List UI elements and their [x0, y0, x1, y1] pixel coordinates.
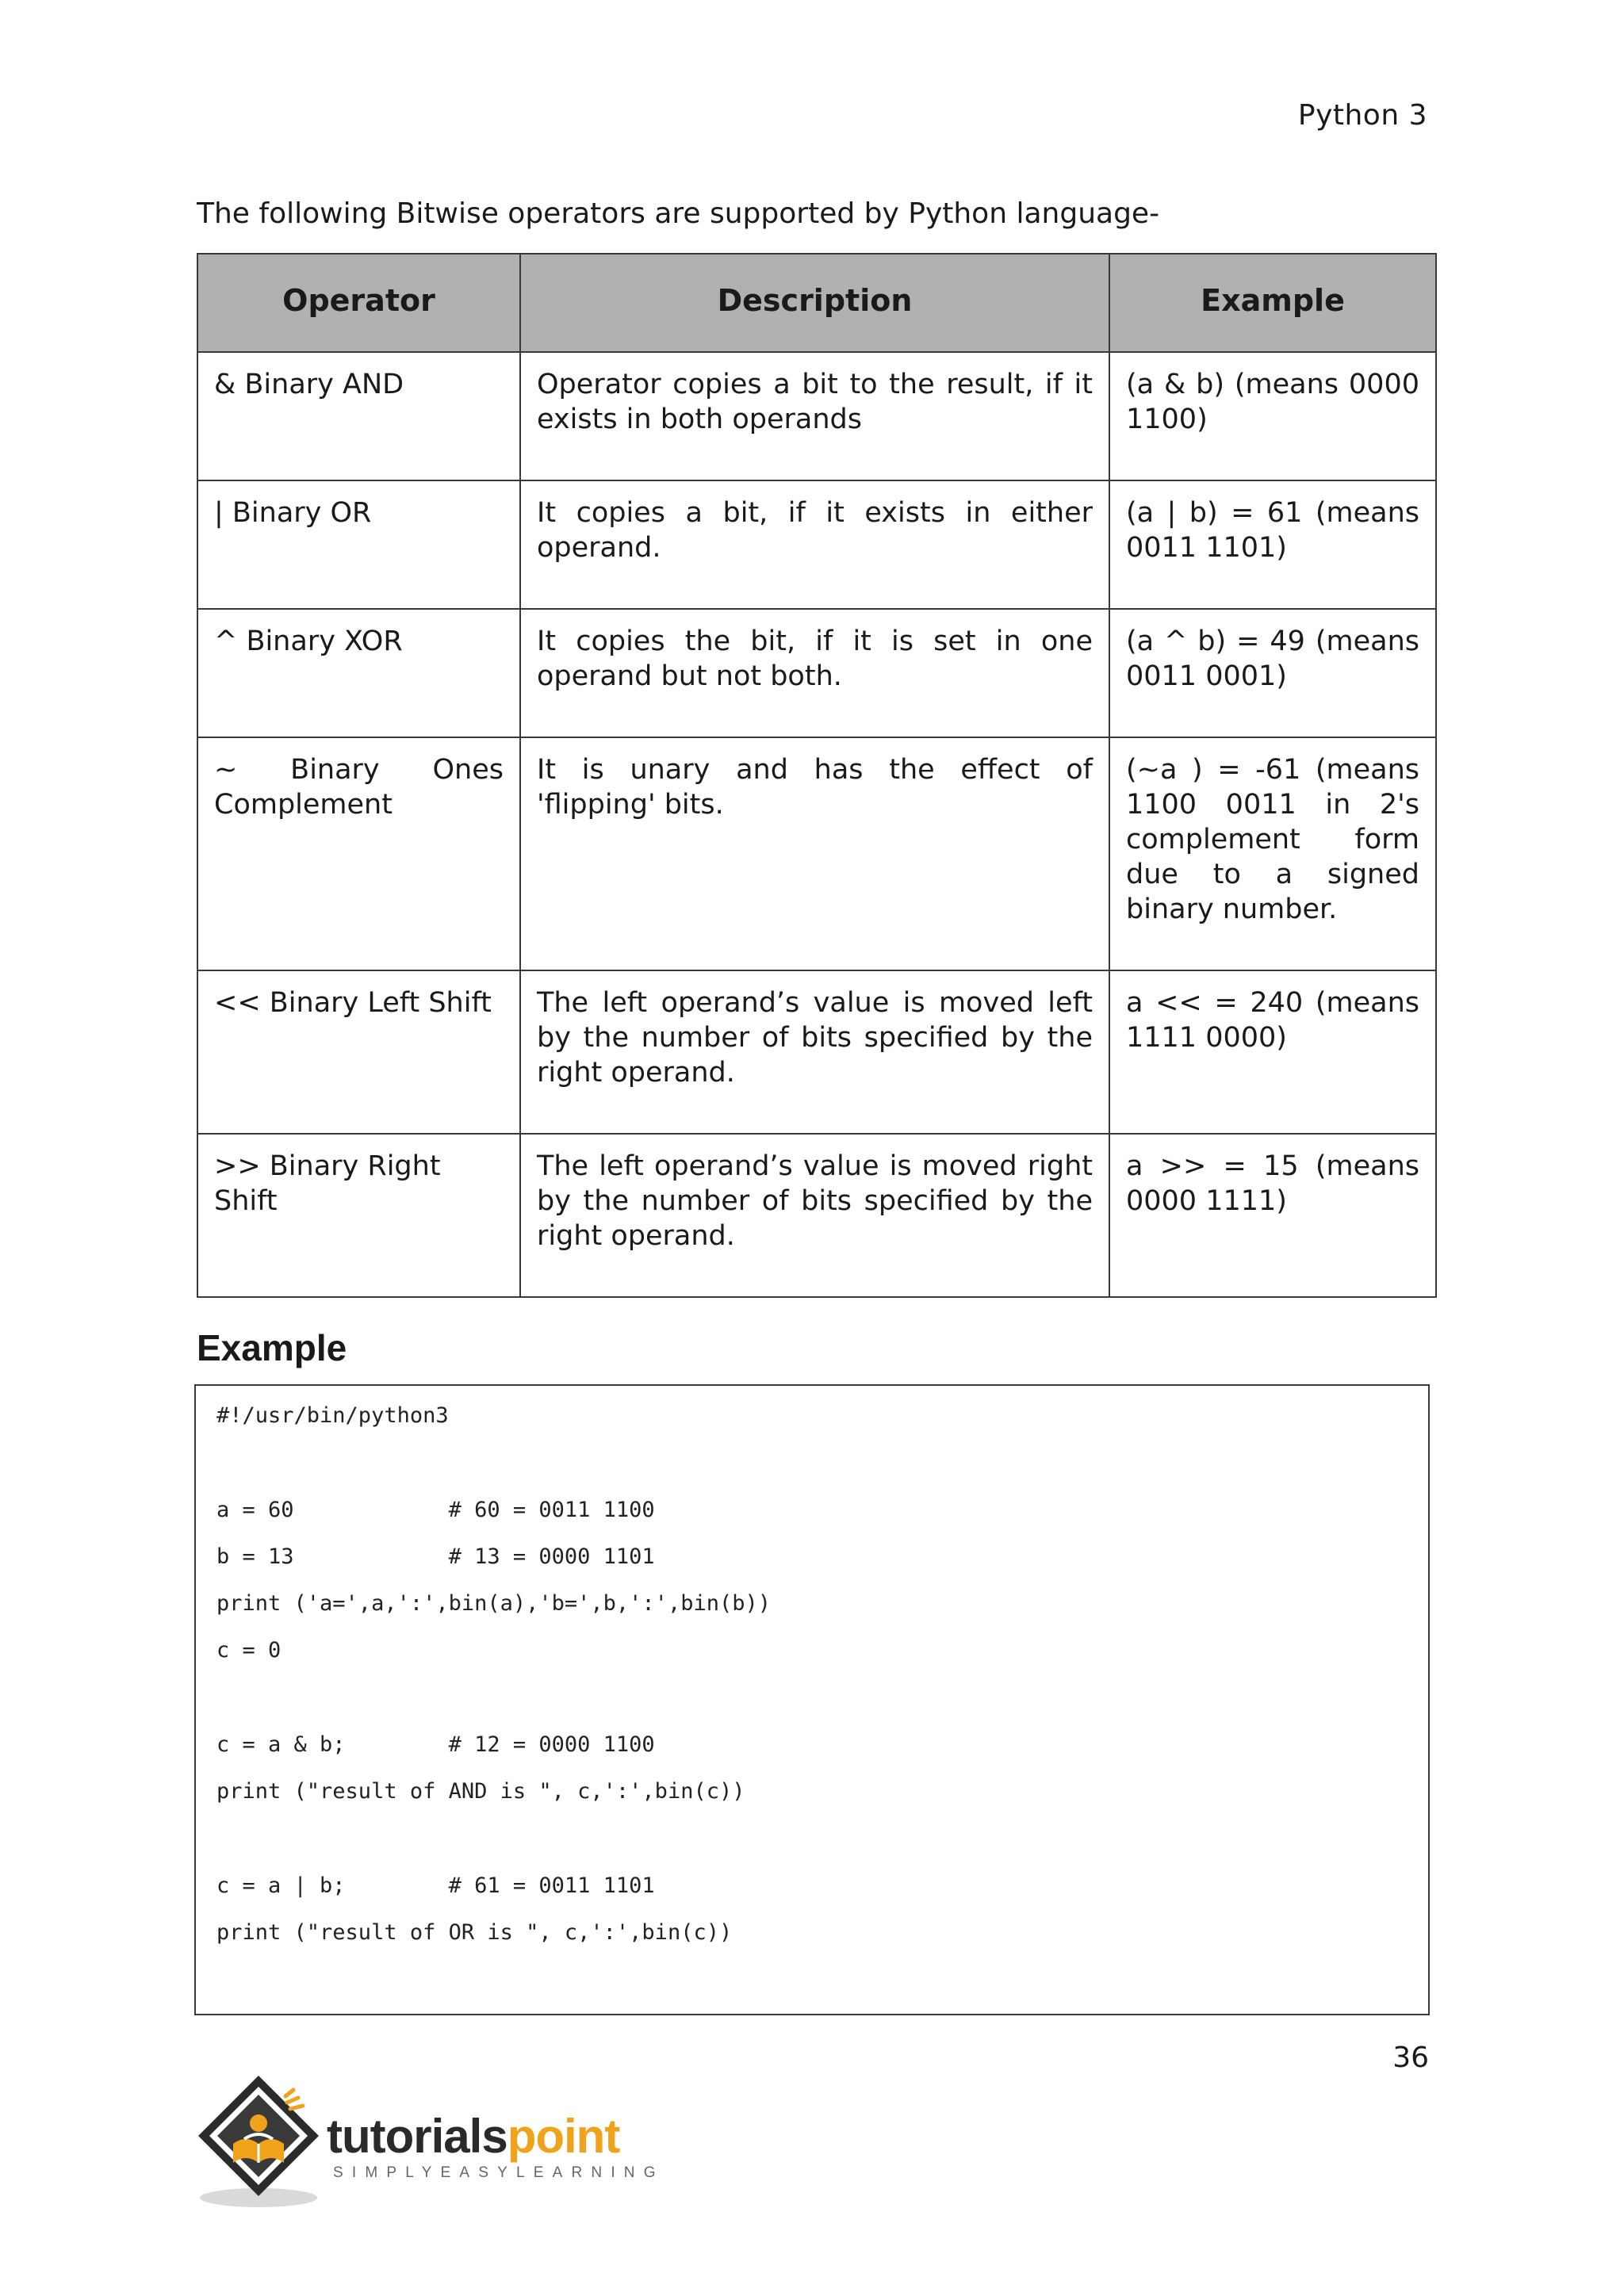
- page-number: 36: [1392, 2042, 1429, 2074]
- code-line: c = 0: [216, 1638, 282, 1663]
- table-row: [197, 609, 1436, 737]
- code-line: print ("result of OR is ", c,':',bin(c)): [216, 1920, 733, 1946]
- description-cell: The left operand’s value is moved left by the number of bits specified by the right operand.: [520, 970, 1109, 1134]
- description-cell: Operator copies a bit to the result, if it exists in both operands: [520, 352, 1109, 480]
- column-header-example: Example: [1109, 254, 1436, 352]
- code-line: c = a | b; # 61 = 0011 1101: [216, 1873, 655, 1898]
- code-block: [194, 1384, 1430, 2015]
- description-cell: It is unary and has the effect of 'flipping' bits.: [520, 737, 1109, 970]
- code-line: c = a & b; # 12 = 0000 1100: [216, 1732, 655, 1758]
- description-cell: It copies the bit, if it is set in one operand but not both.: [520, 609, 1109, 737]
- operator-cell: ~ Binary Ones Complement: [197, 737, 520, 970]
- code-line: [216, 1686, 1408, 1732]
- intro-text: The following Bitwise operators are supported by Python language-: [197, 197, 1160, 230]
- description-cell: The left operand’s value is moved right by the number of bits specified by the right operand.: [520, 1134, 1109, 1297]
- example-heading: Example: [197, 1327, 347, 1368]
- example-cell: (a ^ b) = 49 (means 0011 0001): [1109, 609, 1436, 737]
- example-cell: (a | b) = 61 (means 0011 1101): [1109, 480, 1436, 609]
- code-line: [216, 1827, 1408, 1873]
- operator-cell: | Binary OR: [197, 480, 520, 609]
- logo-tagline: SIMPLYEASYLEARNING: [333, 2164, 665, 2181]
- logo-wordmark: [327, 2110, 619, 2163]
- bitwise-operators-table: [197, 253, 1437, 1298]
- example-cell: (~a ) = -61 (means 1100 0011 in 2's complement form due to a signed binary number.: [1109, 737, 1436, 970]
- operator-cell: >> Binary Right Shift: [197, 1134, 520, 1297]
- code-line: a = 60 # 60 = 0011 1100: [216, 1497, 655, 1522]
- operator-cell: ^ Binary XOR: [197, 609, 520, 737]
- logo-wordmark-part2: point: [507, 2110, 620, 2163]
- table-row: [197, 970, 1436, 1134]
- example-cell: a << = 240 (means 1111 0000): [1109, 970, 1436, 1134]
- table-row: [197, 480, 1436, 609]
- column-header-operator: Operator: [197, 254, 520, 352]
- example-cell: (a & b) (means 0000 1100): [1109, 352, 1436, 480]
- logo-wordmark-part1: tutorials: [327, 2110, 508, 2163]
- code-line: #!/usr/bin/python3: [216, 1403, 449, 1428]
- table-row: [197, 1134, 1436, 1297]
- operator-cell: << Binary Left Shift: [197, 970, 520, 1134]
- example-cell: a >> = 15 (means 0000 1111): [1109, 1134, 1436, 1297]
- code-line: print ("result of AND is ", c,':',bin(c)): [216, 1779, 745, 1804]
- running-header: Python 3: [1297, 99, 1427, 132]
- code-line: print ('a=',a,':',bin(a),'b=',b,':',bin(b)): [216, 1591, 771, 1617]
- table-row: [197, 737, 1436, 970]
- logo-emblem-icon: [193, 2071, 333, 2210]
- tutorialspoint-logo: [193, 2071, 669, 2210]
- column-header-description: Description: [520, 254, 1109, 352]
- code-line: [216, 1450, 1408, 1497]
- table-row: [197, 352, 1436, 480]
- operator-cell: & Binary AND: [197, 352, 520, 480]
- description-cell: It copies a bit, if it exists in either operand.: [520, 480, 1109, 609]
- table-header-row: [197, 254, 1436, 352]
- code-line: b = 13 # 13 = 0000 1101: [216, 1544, 655, 1569]
